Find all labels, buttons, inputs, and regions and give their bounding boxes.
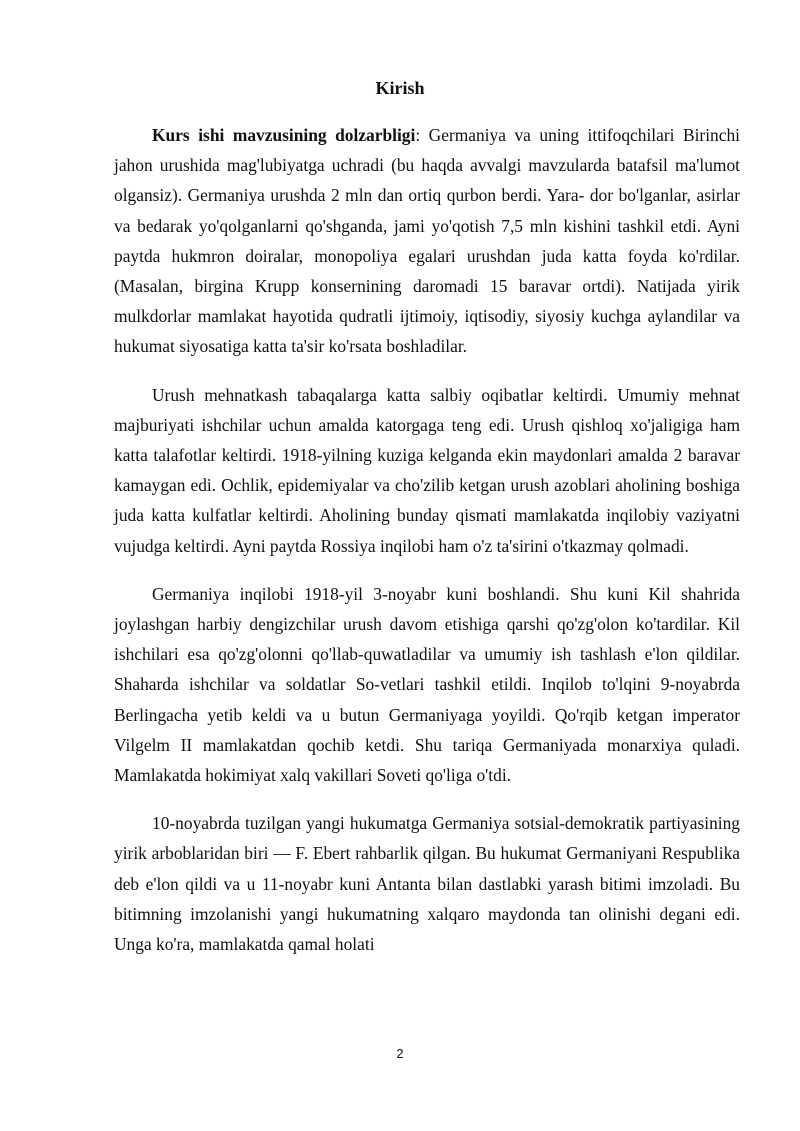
document-body [114, 120, 740, 977]
page-number: 2 [396, 1046, 404, 1061]
paragraph-lead: Kurs ishi mavzusining dolzarbligi [152, 125, 416, 145]
paragraph-text: 10-noyabrda tuzilgan yangi hukumatga Germaniya sotsial-demokratik partiyasining yirik arboblaridan biri — F. Ebert rahbarlik qilgan. Bu hukumat Germaniyani Respublika deb e'lon qildi va u 11-noyabr kuni Antanta bilan dastlabki yarash bitimi imzoladi. Bu bitimning imzolanishi yangi hukumatning xalqaro maydonda tan olinishi degani edi. Unga ko'ra, mamlakatda qamal holati [114, 813, 740, 955]
paragraph-war-consequences [114, 380, 740, 561]
paragraph-relevance [114, 120, 740, 362]
paragraph-text: : Germaniya va uning ittifoqchilari Birinchi jahon urushida mag'lubiyatga uchradi (bu haqda avvalgi mavzularda batafsil ma'lumot olgansiz). Germaniya urushda 2 mln dan ortiq qurbon berdi. Yara- dor bo'lganlar, asirlar va bedarak yo'qolganlarni qo'shganda, jami yo'qotish 7,5 mln kishini tashkil etdi. Ayni paytda hukmron doiralar, monopoliya egalari urushdan juda katta foyda ko'rdilar. (Masalan, birgina Krupp konsernining daromadi 15 baravar ortdi). Natijada yirik mulkdorlar mamlakat hayotida qudratli ijtimoiy, iqtisodiy, siyosiy kuchga aylandilar va hukumat siyosatiga katta ta'sir ko'rsata boshladilar. [114, 125, 740, 357]
page-title: Kirish [375, 78, 425, 98]
paragraph-text: Germaniya inqilobi 1918-yil 3-noyabr kuni boshlandi. Shu kuni Kil shahrida joylashgan harbiy dengizchilar urush davom etishiga qarshi qo'zg'olon ko'tardilar. Kil ishchilari esa qo'zg'olonni qo'llab-quwatladilar va umumiy ish tashlash e'lon qildilar. Shaharda ishchilar va soldatlar So-vetlari tashkil etildi. Inqilob to'lqini 9-noyabrda Berlingacha yetib keldi va u butun Germaniyaga yoyildi. Qo'rqib ketgan imperator Vilgelm II mamlakatdan qochib ketdi. Shu tariqa Germaniyada monarxiya quladi. Mamlakatda hokimiyat xalq vakillari Soveti qo'liga o'tdi. [114, 583, 740, 786]
paragraph-new-government [114, 808, 740, 959]
paragraph-revolution [114, 579, 740, 790]
paragraph-text: Urush mehnatkash tabaqalarga katta salbiy oqibatlar keltirdi. Umumiy mehnat majburiyati ishchilar uchun amalda katorgaga teng edi. Urush qishloq xo'jaligiga ham katta talafotlar keltirdi. 1918-yilning kuziga kelganda ekin maydonlari amalda 2 baravar kamaygan edi. Ochlik, epidemiyalar va cho'zilib ketgan urush azoblari aholining boshiga juda katta kulfatlar keltirdi. Aholining bunday qismati mamlakatda inqilobiy vaziyatni vujudga keltirdi. Ayni paytda Rossiya inqilobi ham o'z ta'sirini o'tkazmay qolmadi. [114, 384, 740, 556]
